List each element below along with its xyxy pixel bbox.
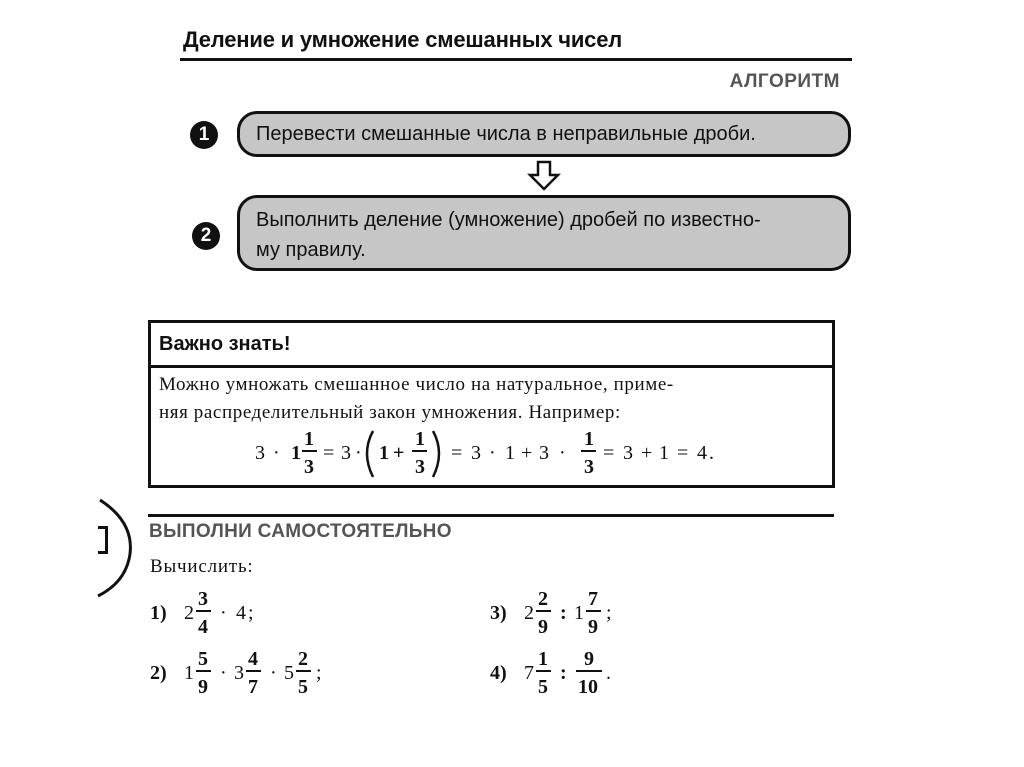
important-text-line1: Можно умножать смешанное число на натуральное, приме-: [159, 374, 674, 395]
formula-plus: +: [393, 442, 405, 464]
task-3-whole-2: 1: [574, 602, 584, 624]
task-2-num-1: 5: [198, 648, 208, 670]
important-text-line2: няя распределительный закон умножения. Например:: [159, 402, 621, 423]
formula-term-3c: 3: [471, 442, 481, 464]
task-2-op-2: ·: [270, 662, 277, 684]
step-1-badge: 1: [190, 121, 218, 149]
step-2-box: [237, 195, 851, 271]
step-2-badge: 2: [192, 222, 220, 250]
formula-one-b: 1: [505, 442, 515, 464]
important-box: [148, 320, 835, 488]
practice-title: ВЫПОЛНИ САМОСТОЯТЕЛЬНО: [149, 521, 452, 542]
task-1-label: 1): [150, 602, 167, 624]
task-2-whole-2: 3: [234, 662, 244, 684]
task-2-den-3: 5: [298, 676, 308, 698]
formula-term-3b: 3: [341, 442, 351, 464]
formula-dot-3: ·: [489, 442, 496, 464]
task-1-op: ·: [220, 602, 227, 624]
important-title: Важно знать!: [159, 333, 291, 355]
formula-frac-den: 3: [304, 456, 314, 478]
formula-period: .: [709, 442, 714, 464]
task-3-den-1: 9: [538, 616, 548, 638]
task-4-label: 4): [490, 662, 507, 684]
formula-frac3-num: 1: [584, 428, 594, 450]
task-2-den-1: 9: [198, 676, 208, 698]
formula-frac2-num: 1: [415, 428, 425, 450]
step-2-text-line1: Выполнить деление (умножение) дробей по известно-: [256, 209, 761, 231]
example-formula: [241, 423, 741, 485]
formula-paren-close: [433, 431, 439, 477]
formula-frac-num: 1: [304, 428, 314, 450]
down-arrow-icon: [527, 160, 561, 192]
task-4-num-1: 1: [538, 648, 548, 670]
task-2-op-1: ·: [220, 662, 227, 684]
task-3-whole-1: 2: [524, 602, 534, 624]
task-3-num-2: 7: [588, 588, 598, 610]
task-2-num-3: 2: [298, 648, 308, 670]
task-3: [490, 588, 612, 638]
page-title: Деление и умножение смешанных чисел: [183, 27, 623, 52]
formula-dot-2: ·: [355, 442, 362, 464]
task-1: [150, 588, 254, 638]
task-1-end: ;: [248, 602, 254, 624]
step-1-text: Перевести смешанные числа в неправильные дроби.: [256, 123, 756, 145]
task-3-label: 3): [490, 602, 507, 624]
task-3-end: ;: [606, 602, 612, 624]
formula-plus-2: +: [521, 442, 533, 464]
formula-equals-2: =: [451, 442, 463, 464]
formula-term-3d: 3: [539, 442, 549, 464]
task-4-den-2: 10: [578, 676, 598, 698]
task-2-whole-3: 5: [284, 662, 294, 684]
practice-instruction: Вычислить:: [150, 556, 254, 577]
formula-paren-open: [367, 431, 373, 477]
task-4-op: :: [560, 662, 567, 684]
formula-frac2-den: 3: [415, 456, 425, 478]
title-divider: [180, 58, 852, 61]
formula-frac3-den: 3: [584, 456, 594, 478]
task-2-whole-1: 1: [184, 662, 194, 684]
task-4-num-2: 9: [584, 648, 594, 670]
formula-dot: ·: [273, 442, 280, 464]
task-1-term: 4: [236, 602, 246, 624]
formula-one-c: 1: [659, 442, 669, 464]
algorithm-label: АЛГОРИТМ: [729, 71, 840, 92]
section-marker-bracket: [98, 526, 108, 554]
task-4-whole-1: 7: [524, 662, 534, 684]
task-4-end: .: [606, 662, 611, 684]
formula-plus-3: +: [641, 442, 653, 464]
important-header: [151, 323, 832, 368]
formula-one: 1: [379, 442, 389, 464]
task-2-den-2: 7: [248, 676, 258, 698]
formula-mixed-whole: 1: [291, 442, 301, 464]
task-2-end: ;: [316, 662, 322, 684]
practice-divider: [148, 514, 834, 517]
practice-tasks: [140, 575, 660, 705]
task-2: [150, 648, 322, 698]
task-2-label: 2): [150, 662, 167, 684]
task-4: [490, 648, 611, 698]
formula-dot-4: ·: [559, 442, 566, 464]
task-4-den-1: 5: [538, 676, 548, 698]
task-3-op: :: [560, 602, 567, 624]
task-3-den-2: 9: [588, 616, 598, 638]
formula-term-3: 3: [255, 442, 265, 464]
formula-term-3e: 3: [623, 442, 633, 464]
task-1-num: 3: [198, 588, 208, 610]
formula-equals-3: =: [603, 442, 615, 464]
task-2-num-2: 4: [248, 648, 258, 670]
formula-equals-1: =: [323, 442, 335, 464]
task-3-num-1: 2: [538, 588, 548, 610]
step-2-text-line2: му правилу.: [256, 239, 366, 261]
formula-result: 4: [697, 442, 707, 464]
task-1-den: 4: [198, 616, 208, 638]
formula-equals-4: =: [677, 442, 689, 464]
step-1-box: [237, 111, 851, 157]
task-1-whole: 2: [184, 602, 194, 624]
